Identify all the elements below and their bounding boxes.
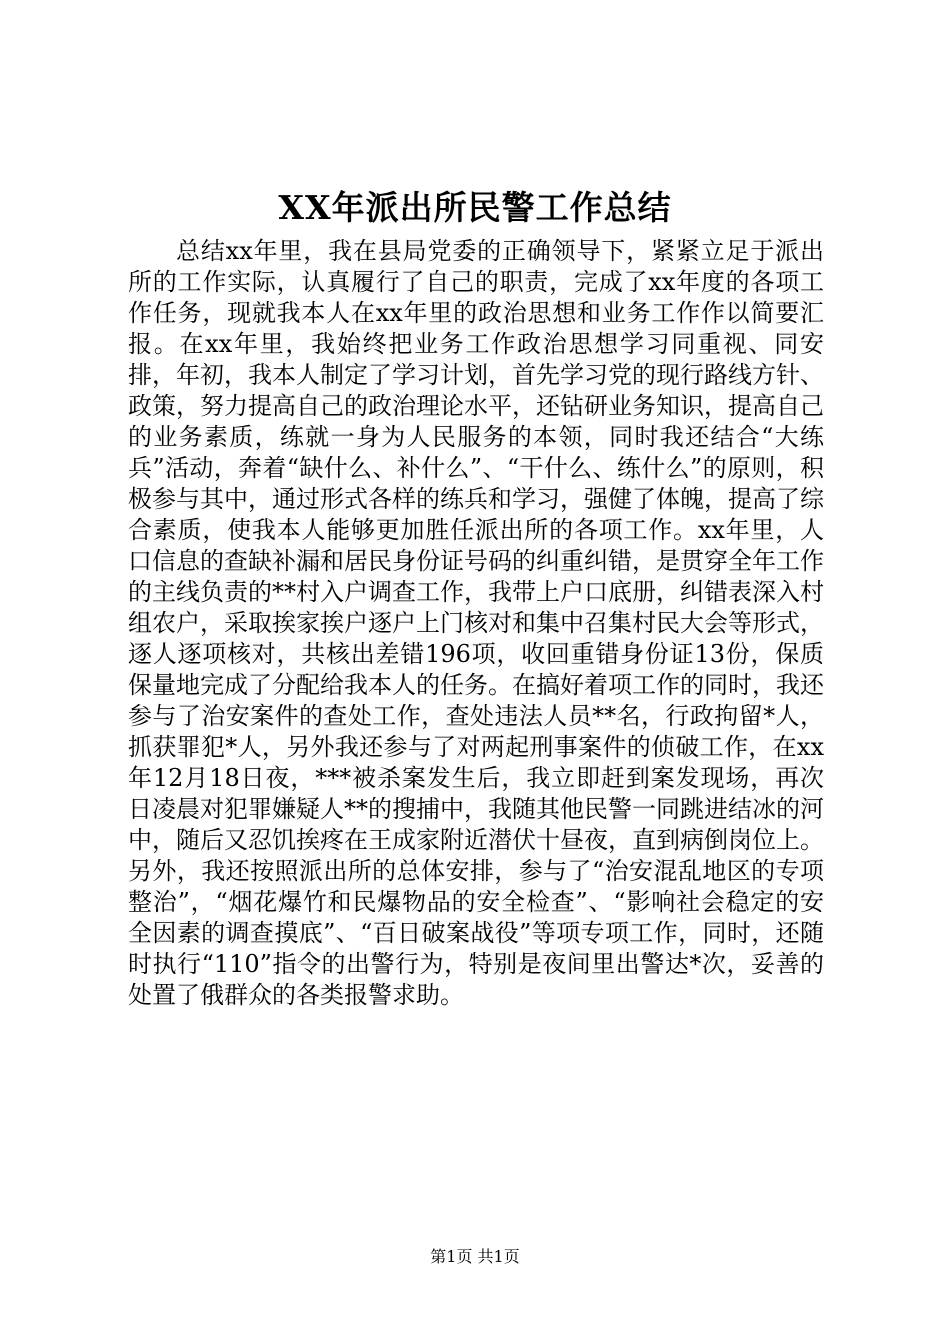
document-paragraph: 总结xx年里，我在县局党委的正确领导下，紧紧立足于派出所的工作实际，认真履行了自己的职责，完成了xx年度的各项工作任务，现就我本人在xx年里的政治思想和业务工作作以简要汇报。在xx年里，我始终把业务工作政治思想学习同重视、同安排，年初，我本人制定了学习计划，首先学习党的现行路线方针、政策，努力提高自己的政治理论水平，还钻研业务知识，提高自己的业务素质，练就一身为人民服务的本领，同时我还结合“大练兵”活动，奔着“缺什么、补什么”、“干什么、练什么”的原则，积极参与其中，通过形式各样的练兵和学习，强健了体魄，提高了综合素质，使我本人能够更加胜任派出所的各项工作。xx年里，人口信息的查缺补漏和居民身份证号码的纠重纠错，是贯穿全年工作的主线负责的**村入户调查工作，我带上户口底册，纠错表深入村组农户，采取挨家挨户逐户上门核对和集中召集村民大会等形式，逐人逐项核对，共核出差错196项，收回重错身份证13份，保质保量地完成了分配给我本人的任务。在搞好着项工作的同时，我还参与了治安案件的查处工作，查处违法人员**名，行政拘留*人，抓获罪犯*人，另外我还参与了对两起刑事案件的侦破工作，在xx年12月18日夜，***被杀案发生后，我立即赶到案发现场，再次日凌晨对犯罪嫌疑人**的搜捕中，我随其他民警一同跳进结冰的河中，随后又忍饥挨疼在王成家附近潜伏十昼夜，直到病倒岗位上。另外，我还按照派出所的总体安排，参与了“治安混乱地区的专项整治”，“烟花爆竹和民爆物品的安全检查”、“影响社会稳定的安全因素的调查摸底”、“百日破案战役”等项专项工作，同时，还随时执行“110”指令的出警行为，特别是夜间里出警达*次，妥善的处置了俄群众的各类报警求助。 [128, 237, 824, 1009]
page-number-footer: 第1页 共1页 [430, 1247, 520, 1266]
document-title: XX年派出所民警工作总结 [278, 188, 672, 227]
